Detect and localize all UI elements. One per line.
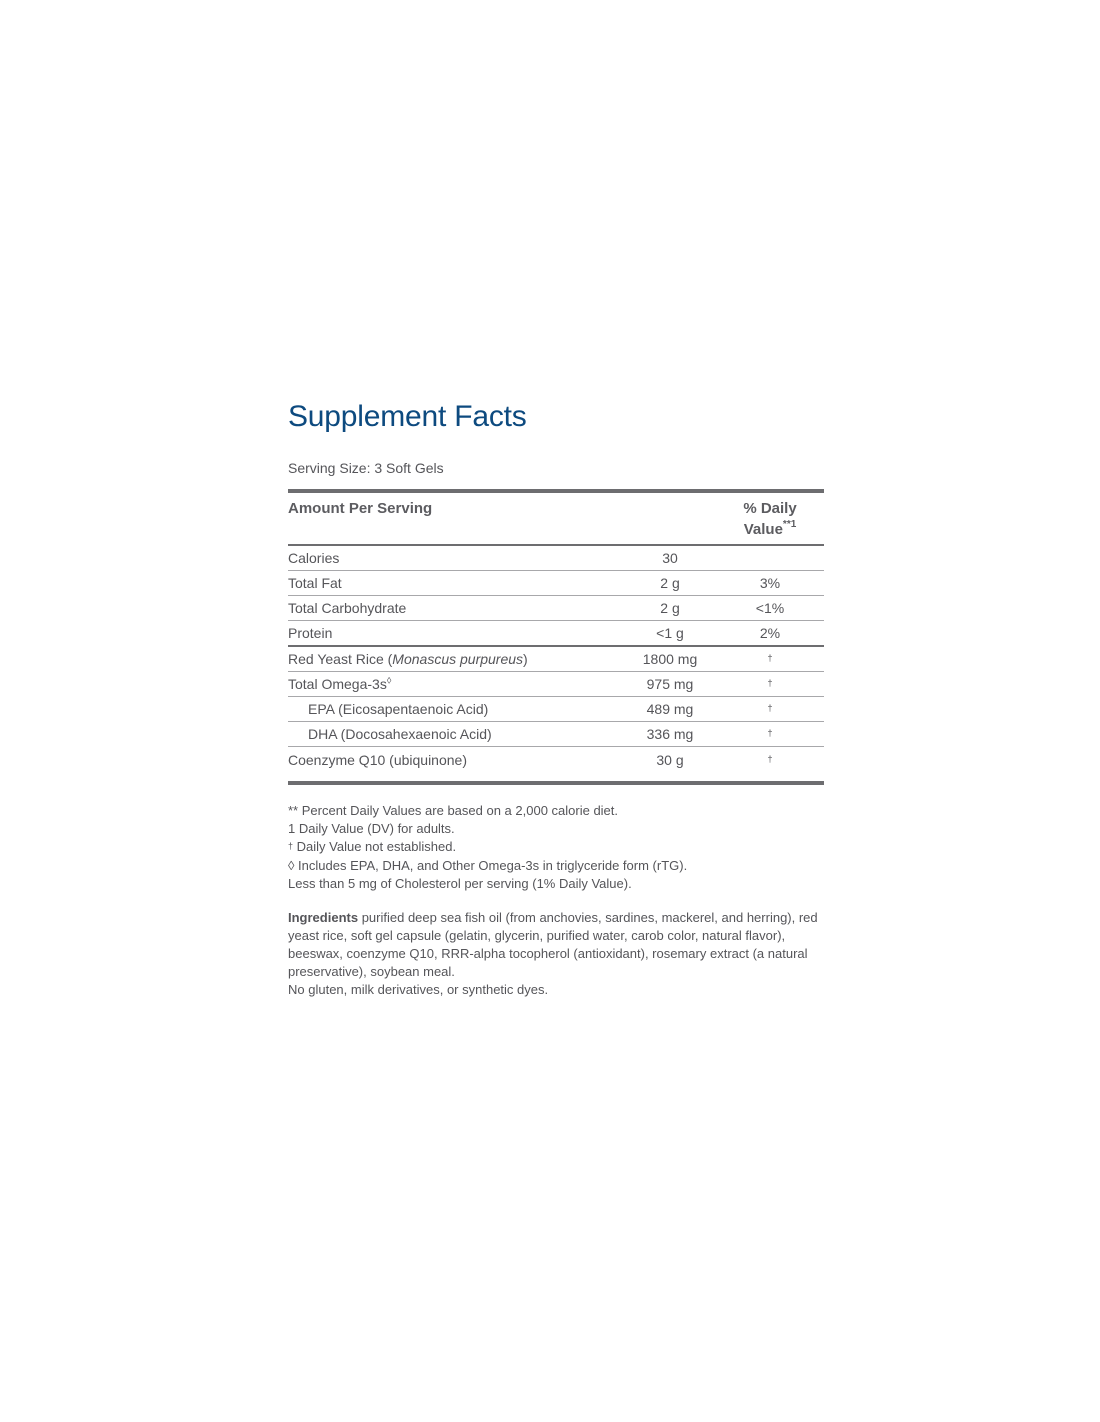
row-amount: 975 mg (646, 676, 694, 692)
row-amount: 2 g (660, 600, 680, 616)
row-name-prefix: Red Yeast Rice ( (288, 651, 393, 667)
footnote-dv-not-established-text: Daily Value not established. (293, 839, 457, 854)
row-name-suffix: ) (523, 651, 528, 667)
dagger-mark: † (767, 728, 773, 738)
row-name: Protein (288, 625, 333, 641)
table-row-dha (288, 722, 824, 747)
header-daily-value-label: % Daily Value (743, 500, 797, 538)
footnote-daily-values: ** Percent Daily Values are based on a 2,000 calorie diet. (288, 803, 619, 818)
dagger-mark: † (767, 703, 773, 713)
row-name-latin: Monascus purpureus (392, 651, 524, 667)
row-name (288, 651, 624, 667)
table-row-total-omega-3s (288, 672, 824, 697)
facts-table-header (288, 493, 824, 546)
row-name: Coenzyme Q10 (ubiquinone) (288, 752, 467, 768)
row-daily-value (716, 726, 824, 742)
row-amount: 336 mg (646, 726, 694, 742)
row-name: Total Fat (288, 575, 342, 591)
row-name (288, 676, 624, 692)
table-row-calories (288, 546, 824, 571)
row-name: Calories (288, 550, 340, 566)
row-amount: 30 g (656, 752, 684, 768)
row-daily-value (716, 651, 824, 667)
row-name: DHA (Docosahexaenoic Acid) (308, 726, 492, 742)
table-row-red-yeast-rice (288, 647, 824, 672)
footnote-omega-3s: ◊ Includes EPA, DHA, and Other Omega-3s in triglyceride form (rTG). (288, 858, 688, 873)
ingredients-list (288, 909, 824, 981)
row-name: Total Carbohydrate (288, 600, 407, 616)
row-daily-value (716, 752, 824, 768)
footnote-cholesterol: Less than 5 mg of Cholesterol per serving (1% Daily Value). (288, 876, 632, 891)
dagger-mark: † (767, 653, 773, 663)
table-row-total-carbohydrate (288, 596, 824, 621)
dagger-mark: † (288, 841, 294, 851)
header-daily-value (716, 498, 824, 540)
row-name-text: Total Omega-3s (288, 676, 387, 692)
ingredients-text: purified deep sea fish oil (from anchovies, sardines, mackerel, and herring), red yeast rice, soft gel capsule (gelatin, glycerin, purified water, carob color, natural flavor), beeswax, coenzyme Q10, RRR-alpha tocopherol (antioxidant), rosemary extract (a natural preservative), soybean meal. (288, 910, 818, 979)
serving-size: Serving Size: 3 Soft Gels (288, 460, 444, 476)
row-amount: 489 mg (646, 701, 694, 717)
page-title: Supplement Facts (288, 400, 527, 433)
diamond-footnote-mark: ◊ (386, 675, 392, 686)
table-row-coenzyme-q10 (288, 747, 824, 773)
ingredients-label: Ingredients (288, 910, 359, 925)
row-name: EPA (Eicosapentaenoic Acid) (308, 701, 489, 717)
row-amount: 30 (662, 550, 678, 566)
row-daily-value: 3% (759, 575, 781, 591)
facts-table (288, 489, 824, 785)
row-daily-value: <1% (755, 600, 785, 616)
row-amount: <1 g (656, 625, 684, 641)
row-daily-value: 2% (759, 625, 781, 641)
table-row-epa (288, 697, 824, 722)
footnote-dv-adults: 1 Daily Value (DV) for adults. (288, 821, 455, 836)
header-amount-per-serving: Amount Per Serving (288, 500, 433, 517)
supplement-facts-panel (288, 398, 824, 999)
dagger-mark: † (767, 678, 773, 688)
ingredients-block (288, 909, 824, 999)
footnote-dv-not-established (288, 838, 824, 857)
table-row-total-fat (288, 571, 824, 596)
header-daily-value-footnote-mark: **1 (782, 519, 797, 530)
row-daily-value (716, 701, 824, 717)
dagger-mark: † (767, 754, 773, 764)
row-daily-value (716, 676, 824, 692)
table-row-protein (288, 621, 824, 647)
row-amount: 2 g (660, 575, 680, 591)
free-from-statement: No gluten, milk derivatives, or synthetic dyes. (288, 982, 549, 997)
row-amount: 1800 mg (642, 651, 698, 667)
footnotes (288, 802, 824, 893)
